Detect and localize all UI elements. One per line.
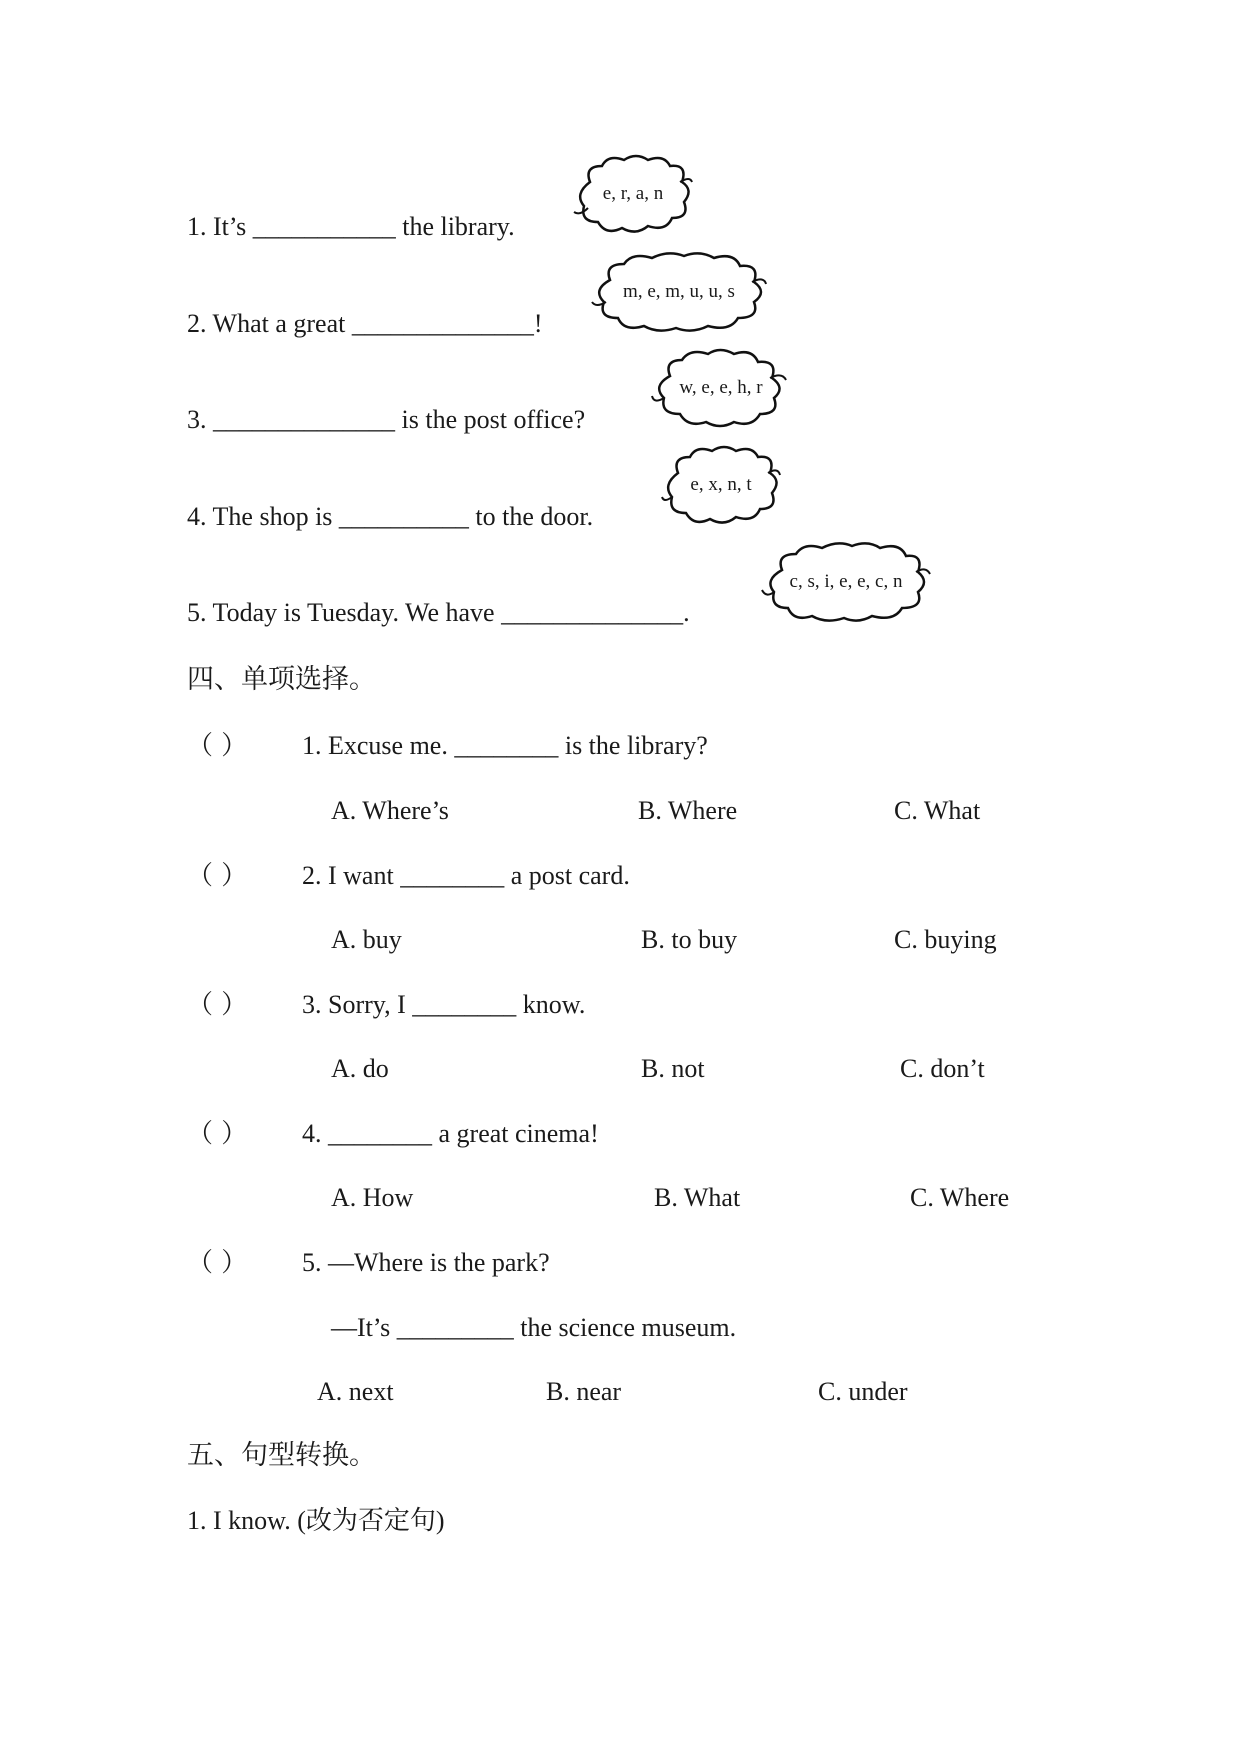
spell-item-3: 3. ______________ is the post office? bbox=[187, 405, 586, 434]
q5-option-a: A. next bbox=[317, 1377, 394, 1406]
section-4-title: 四、单项选择。 bbox=[187, 664, 376, 695]
cloud-letters-2: m, e, m, u, u, s bbox=[623, 281, 735, 302]
q4-option-c: C. Where bbox=[910, 1183, 1010, 1212]
section-5-item-1: 1. I know. (改为否定句) bbox=[187, 1506, 445, 1535]
spell-item-4: 4. The shop is __________ to the door. bbox=[187, 502, 594, 531]
answer-bracket-2[interactable]: （ ） bbox=[187, 861, 248, 891]
q3-option-c: C. don’t bbox=[900, 1054, 985, 1083]
cloud-letters-3: w, e, e, h, r bbox=[679, 377, 763, 398]
q2-option-a: A. buy bbox=[331, 925, 402, 954]
q4-option-b: B. What bbox=[654, 1183, 741, 1212]
question-3: 3. Sorry, I ________ know. bbox=[302, 990, 586, 1019]
cloud-letters-1: e, r, a, n bbox=[602, 183, 664, 204]
cloud-letters-5: c, s, i, e, e, c, n bbox=[789, 571, 903, 592]
q1-option-c: C. What bbox=[894, 796, 981, 825]
spell-item-5: 5. Today is Tuesday. We have ______________. bbox=[187, 598, 690, 627]
section-5-title: 五、句型转换。 bbox=[187, 1440, 376, 1471]
q1-option-a: A. Where’s bbox=[331, 796, 449, 825]
answer-bracket-1[interactable]: （ ） bbox=[187, 731, 248, 761]
letter-cloud-5 bbox=[760, 540, 932, 624]
cloud-letters-4: e, x, n, t bbox=[690, 474, 752, 495]
q4-option-a: A. How bbox=[331, 1183, 414, 1212]
spell-item-2: 2. What a great ______________! bbox=[187, 309, 543, 338]
q2-option-c: C. buying bbox=[894, 925, 997, 954]
answer-bracket-4[interactable]: （ ） bbox=[187, 1119, 248, 1149]
q5-option-b: B. near bbox=[546, 1377, 622, 1406]
q2-option-b: B. to buy bbox=[641, 925, 738, 954]
letter-cloud-1 bbox=[570, 152, 696, 236]
question-5-reply: —It’s _________ the science museum. bbox=[331, 1313, 737, 1342]
q3-option-b: B. not bbox=[641, 1054, 705, 1083]
question-5: 5. —Where is the park? bbox=[302, 1248, 550, 1277]
q5-option-c: C. under bbox=[818, 1377, 908, 1406]
answer-bracket-5[interactable]: （ ） bbox=[187, 1248, 248, 1278]
question-4: 4. ________ a great cinema! bbox=[302, 1119, 599, 1148]
question-2: 2. I want ________ a post card. bbox=[302, 861, 630, 890]
spell-item-1: 1. It’s ___________ the library. bbox=[187, 212, 515, 241]
answer-bracket-3[interactable]: （ ） bbox=[187, 990, 248, 1020]
letter-cloud-4 bbox=[658, 443, 784, 527]
letter-cloud-3 bbox=[648, 346, 794, 430]
letter-cloud-2 bbox=[588, 250, 770, 334]
q3-option-a: A. do bbox=[331, 1054, 389, 1083]
question-1: 1. Excuse me. ________ is the library? bbox=[302, 731, 708, 760]
q1-option-b: B. Where bbox=[638, 796, 738, 825]
